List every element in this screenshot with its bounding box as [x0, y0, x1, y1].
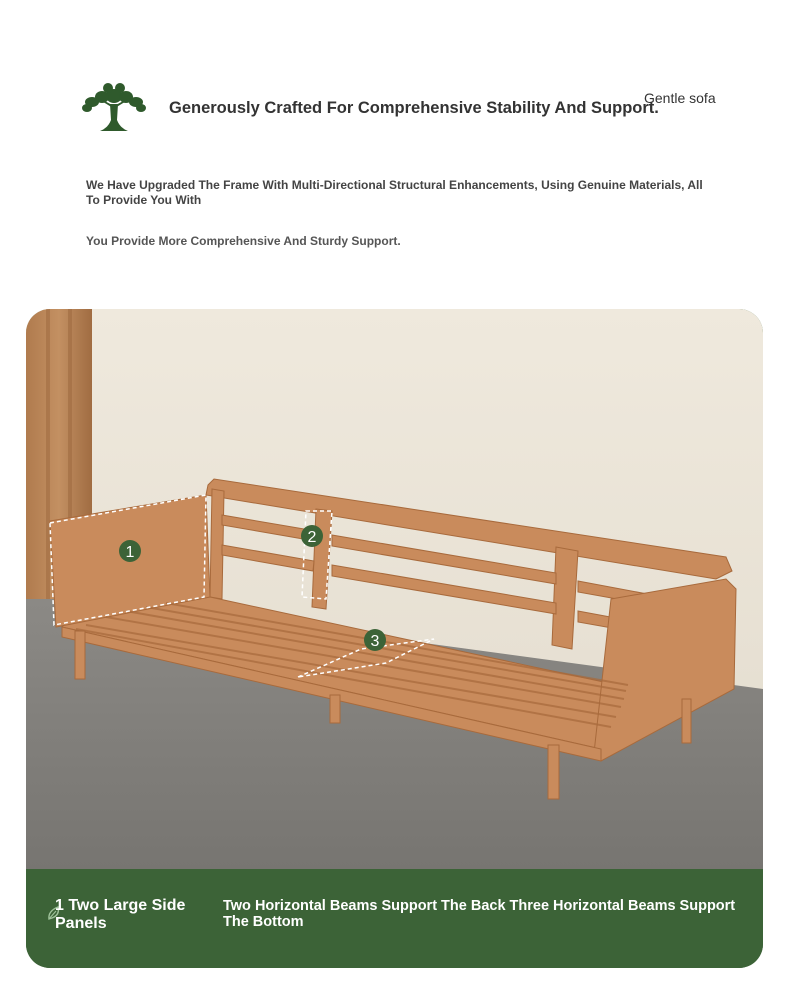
marker-3: [364, 629, 386, 651]
marker-2: [301, 525, 323, 547]
svg-text:3: 3: [370, 633, 380, 650]
caption-bar: [26, 869, 763, 968]
marker-1: [119, 540, 141, 562]
headline: Generously Crafted For Comprehensive Stability And Support.: [169, 99, 659, 117]
tree-icon: [80, 82, 148, 134]
description-text-2: You Provide More Comprehensive And Sturdy Support.: [86, 234, 401, 248]
sofa-frame-photo: [26, 309, 763, 869]
description-text: We Have Upgraded The Frame With Multi-Directional Structural Enhancements, Using Genuine Materials, All To Provide You With: [86, 178, 703, 207]
header: [80, 82, 740, 142]
svg-text:2: 2: [307, 529, 317, 546]
brand-name: Gentle sofa: [644, 90, 716, 106]
caption-beams: Two Horizontal Beams Support The Back Three Horizontal Beams Support The Bottom: [223, 898, 736, 930]
sofa-photo-card: [26, 309, 763, 968]
caption-side-panels: 1 Two Large Side Panels: [55, 897, 186, 932]
svg-text:1: 1: [125, 544, 135, 561]
